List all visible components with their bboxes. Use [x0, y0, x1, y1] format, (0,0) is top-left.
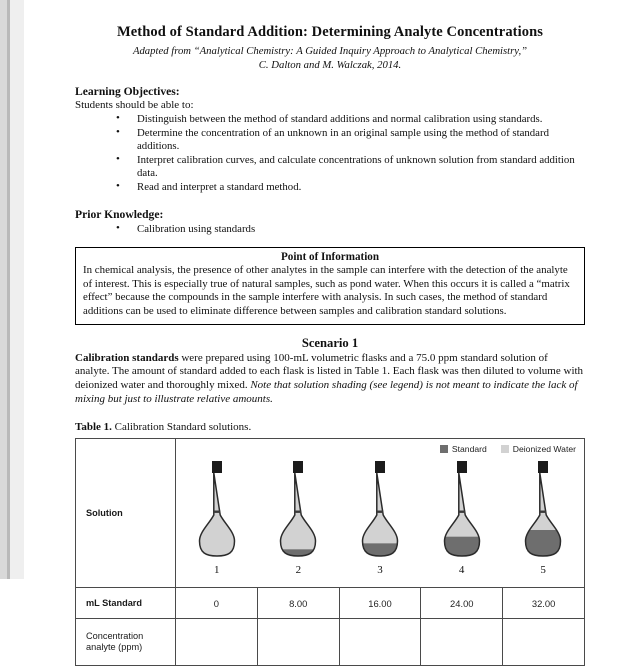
volumetric-flask-icon — [190, 459, 244, 563]
flask-4 — [421, 459, 503, 576]
table-caption-label: Table 1. — [75, 421, 112, 434]
scenario-body-note: Note that solution shading (see legend) is not meant to indicate the lack of mixing but just to illustrate relative amounts. — [75, 379, 578, 406]
concentration-label-line-2: analyte (ppm) — [86, 642, 143, 653]
flask-5 — [502, 459, 584, 576]
flask-calibration-mark — [540, 511, 546, 513]
learning-objectives-lead: Students should be able to: — [75, 99, 194, 111]
table-cell: 24.00 — [421, 588, 503, 619]
legend-item-deionized-water — [501, 444, 576, 454]
flask-water-fill — [199, 473, 234, 556]
flask-number-label: 3 — [377, 564, 383, 577]
table-cell-answer-blank[interactable] — [503, 619, 585, 666]
list-item: • Determine the concentration of an unknown in an original sample using the method of standard additions. — [116, 127, 585, 154]
row-header-concentration — [76, 619, 176, 666]
document-attribution — [75, 45, 585, 72]
document-content — [75, 0, 585, 666]
flask-standard-layer — [435, 537, 489, 558]
flask-stopper — [212, 461, 222, 473]
flask-stopper — [293, 461, 303, 473]
table-cell-answer-blank[interactable] — [421, 619, 503, 666]
point-of-information-box — [75, 247, 585, 324]
shading-legend — [440, 444, 576, 454]
legend-label-standard: Standard — [451, 444, 487, 455]
table-row-concentration — [76, 619, 585, 666]
scenario-title: Scenario 1 — [301, 335, 359, 350]
flask-standard-layer — [516, 530, 570, 558]
list-item: • Calibration using standards — [116, 223, 585, 237]
list-item: • Read and interpret a standard method. — [116, 181, 585, 195]
table-row-solution — [76, 439, 585, 588]
flask-3 — [339, 459, 421, 576]
concentration-label-line-1: Concentration — [86, 630, 144, 641]
table-cell: 32.00 — [503, 588, 585, 619]
flask-calibration-mark — [377, 511, 383, 513]
prior-knowledge-heading: Prior Knowledge: — [75, 207, 164, 221]
flask-water-fill — [281, 473, 316, 556]
document-page — [24, 0, 626, 653]
legend-item-standard — [440, 444, 487, 454]
table-cell: 16.00 — [339, 588, 421, 619]
table-cell: 0 — [176, 588, 258, 619]
flask-2 — [258, 459, 340, 576]
flask-stopper — [457, 461, 467, 473]
scenario-body-lead: Calibration standards — [75, 351, 179, 364]
volumetric-flask-icon — [516, 459, 570, 563]
attribution-line-1: Adapted from “Analytical Chemistry: A Guided Inquiry Approach to Analytical Chemistry,” — [132, 45, 528, 57]
legend-swatch-standard — [440, 445, 448, 453]
flask-calibration-mark — [295, 511, 301, 513]
page-gutter-outer — [0, 0, 7, 579]
page-title: Method of Standard Addition: Determining Analyte Concentrations — [116, 24, 543, 40]
legend-label-deionized-water: Deionized Water — [512, 444, 576, 455]
scenario-body-text: were prepared using 100-mL volumetric flasks and a 75.0 ppm standard solution of analyte. The amount of standard added to each flask is listed in Table 1. Each flask was then diluted to volume with deionized water and thoroughly mixed. — [75, 351, 584, 392]
prior-knowledge-list — [75, 223, 585, 237]
table-cell-answer-blank[interactable] — [176, 619, 258, 666]
learning-objectives-list — [75, 113, 585, 195]
flask-number-label: 2 — [295, 564, 302, 577]
flask-number-label: 4 — [458, 564, 465, 577]
flask-number-label: 1 — [214, 564, 220, 577]
flask-1 — [176, 459, 258, 576]
list-item: • Distinguish between the method of standard additions and normal calibration using standards. — [116, 113, 585, 127]
flask-stopper — [538, 461, 548, 473]
volumetric-flask-icon — [435, 459, 489, 563]
row-header-ml-standard: mL Standard — [76, 588, 176, 619]
flask-number-label: 5 — [540, 564, 546, 577]
volumetric-flask-icon — [353, 459, 407, 563]
table-caption — [75, 421, 585, 433]
point-of-information-body: In chemical analysis, the presence of other analytes in the sample can interfere with the detection of the analyte of interest. This is especially true of natural samples, such as pond water. When this occurs it is called a “matrix effect” because the compounds in the sample interfere with analysis. In such cases, the method of standard additions can be used to eliminate difference between samples and calibration standard solutions. — [83, 264, 570, 317]
page-gutter-inner — [10, 0, 24, 579]
flask-calibration-mark — [214, 511, 220, 513]
point-of-information-title: Point of Information — [281, 251, 379, 264]
list-item: • Interpret calibration curves, and calculate concentrations of unknown solution from standard addition data. — [116, 154, 585, 181]
volumetric-flask-icon — [271, 459, 325, 563]
table-row-ml-standard — [76, 588, 585, 619]
attribution-line-2: C. Dalton and M. Walczak, 2014. — [258, 58, 402, 71]
table-cell: 8.00 — [257, 588, 339, 619]
flask-stopper — [375, 461, 385, 473]
legend-swatch-deionized-water — [501, 445, 509, 453]
learning-objectives-heading: Learning Objectives: — [75, 85, 180, 98]
calibration-standards-table — [75, 438, 585, 666]
flask-calibration-mark — [458, 511, 464, 513]
table-cell-answer-blank[interactable] — [257, 619, 339, 666]
row-header-solution: Solution — [76, 439, 176, 588]
scenario-body — [75, 352, 585, 408]
volumetric-flask-row — [176, 459, 584, 576]
flask-diagram-cell — [176, 439, 585, 588]
table-caption-text: Calibration Standard solutions. — [111, 421, 252, 434]
table-cell-answer-blank[interactable] — [339, 619, 421, 666]
